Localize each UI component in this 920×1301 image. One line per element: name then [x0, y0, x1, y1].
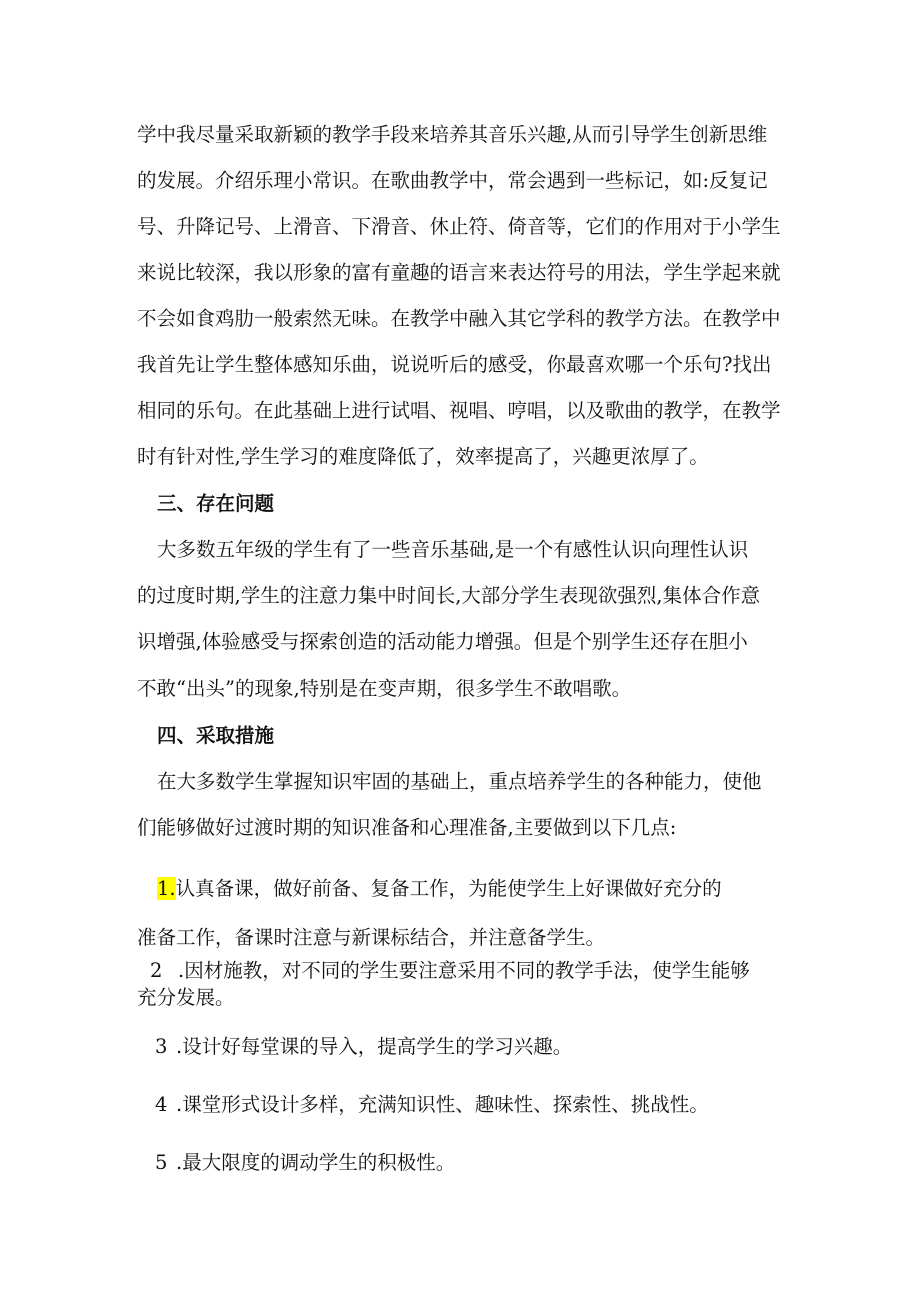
list-item-text: .课堂形式设计多样，充满知识性、趣味性、探索性、挑战性。: [176, 1093, 709, 1116]
text-line: 来说比较深，我以形象的富有童趣的语言来表达符号的用法，学生学起来就: [137, 261, 781, 284]
list-item-continuation: 准备工作，备课时注意与新课标结合，并注意备学生。: [137, 926, 606, 949]
text-line: 时有针对性,学生学习的难度降低了，效率提高了，兴趣更浓厚了。: [137, 445, 709, 468]
section-heading-measures: 四、采取措施: [157, 724, 275, 747]
list-number: 3: [155, 1035, 168, 1058]
text-line: 学中我尽量采取新颖的教学手段来培养其音乐兴趣,从而引导学生创新思维: [137, 123, 768, 146]
list-item-text: .设计好每堂课的导入，提高学生的学习兴趣。: [176, 1035, 573, 1058]
text-line: 不敢“出头”的现象,特别是在变声期，很多学生不敢唱歌。: [137, 677, 632, 700]
list-number: 2: [150, 959, 163, 982]
list-item-text: .最大限度的调动学生的积极性。: [176, 1151, 456, 1174]
list-item-continuation: 充分发展。: [137, 986, 235, 1009]
list-item-text: .因材施教，对不同的学生要注意采用不同的教学手法，使学生能够: [178, 959, 750, 982]
list-item-text: 认真备课，做好前备、复备工作，为能使学生上好课做好充分的: [175, 877, 722, 900]
list-number: 4: [155, 1093, 168, 1116]
text-line: 我首先让学生整体感知乐曲，说说听后的感受，你最喜欢哪一个乐句?找出: [137, 353, 772, 376]
text-line: 在大多数学生掌握知识牢固的基础上，重点培养学生的各种能力，使他: [157, 770, 762, 793]
text-line: 的发展。介绍乐理小常识。在歌曲教学中，常会遇到一些标记，如:反复记: [137, 169, 768, 192]
text-line: 大多数五年级的学生有了一些音乐基础,是一个有感性认识向理性认识: [157, 538, 749, 561]
text-line: 识增强,体验感受与探索创造的活动能力增强。但是个别学生还存在胆小: [137, 630, 748, 653]
list-number-highlighted: 1.: [157, 877, 176, 900]
text-line: 相同的乐句。在此基础上进行试唱、视唱、哼唱，以及歌曲的教学，在教学: [137, 399, 781, 422]
text-line: 号、升降记号、上滑音、下滑音、休止符、倚音等，它们的作用对于小学生: [137, 215, 781, 238]
section-heading-problems: 三、存在问题: [157, 492, 275, 515]
list-number: 5: [155, 1151, 168, 1174]
text-line: 们能够做好过渡时期的知识准备和心理准备,主要做到以下几点:: [137, 816, 677, 839]
text-line: 不会如食鸡肋一般索然无味。在教学中融入其它学科的教学方法。在教学中: [137, 307, 781, 330]
text-line: 的过度时期,学生的注意力集中时间长,大部分学生表现欲强烈,集体合作意: [137, 584, 761, 607]
